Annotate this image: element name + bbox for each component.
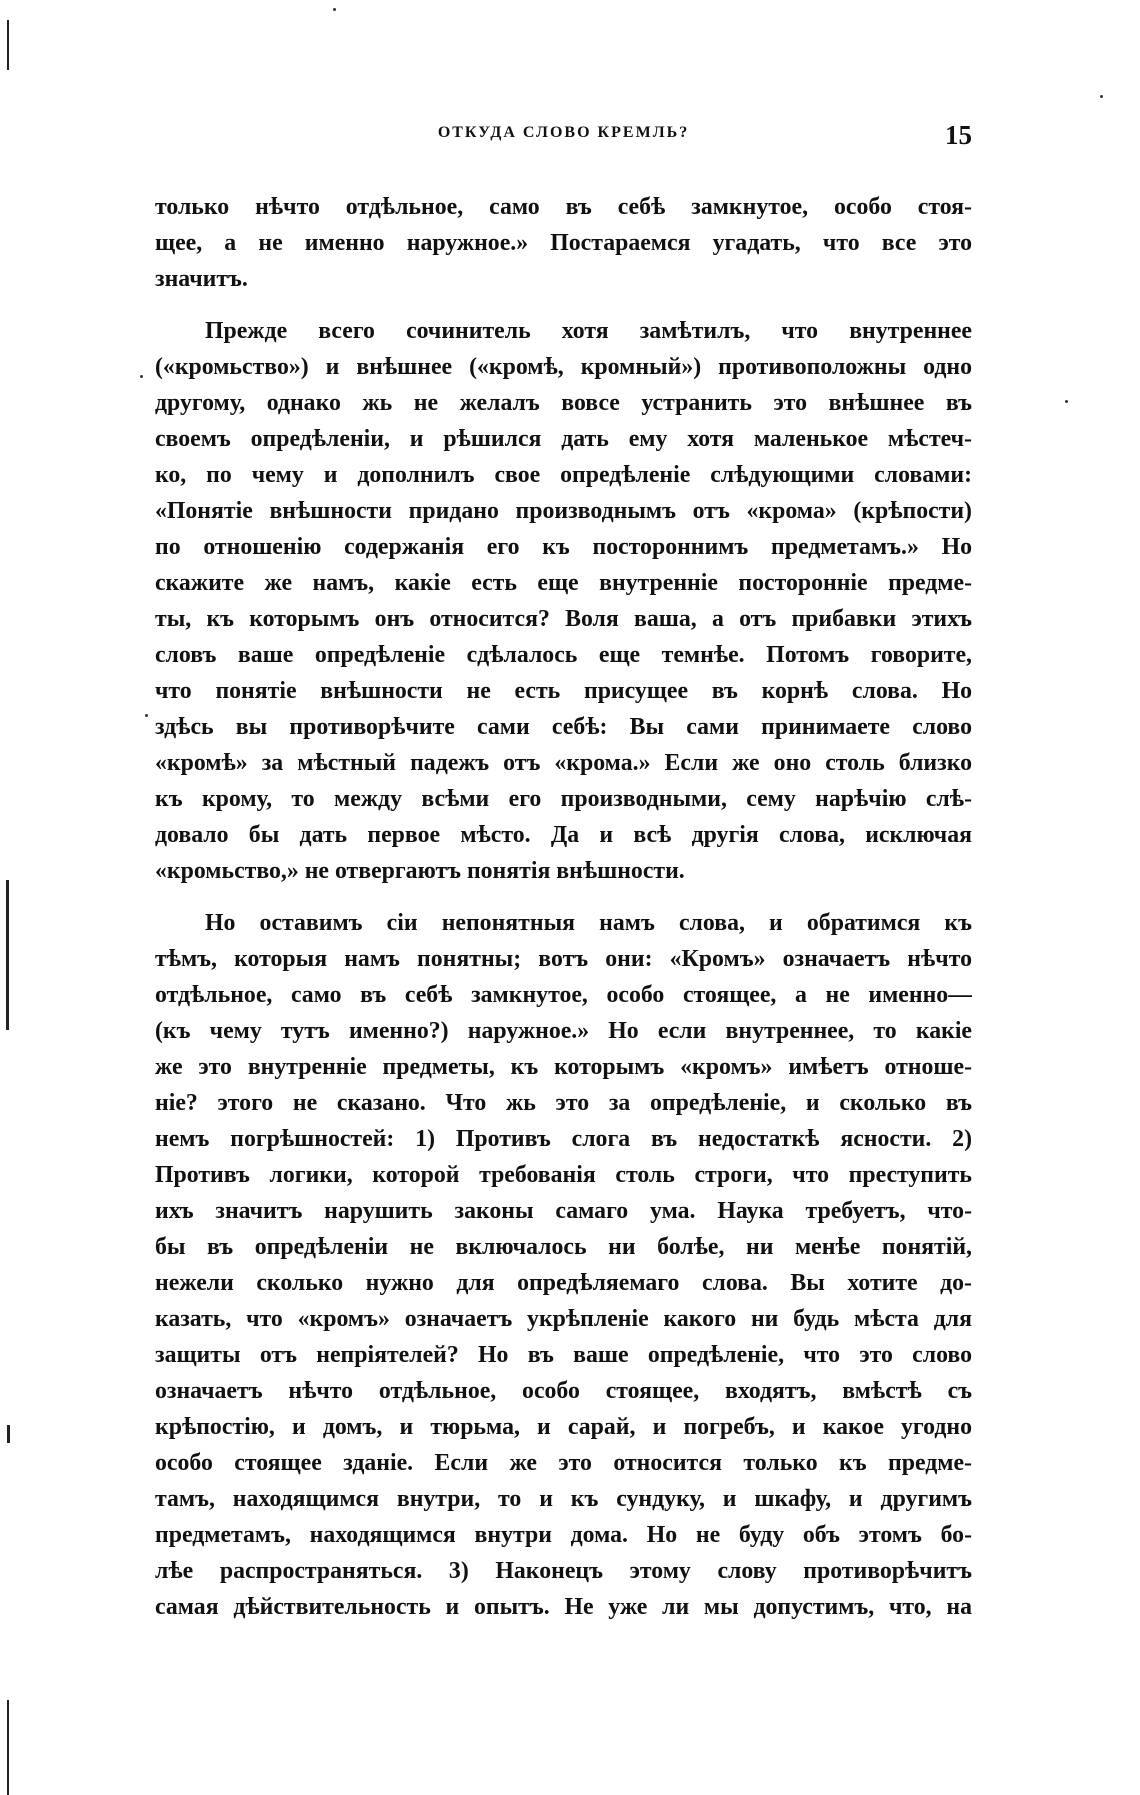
text-line: самая дѣйствительность и опытъ. Не уже ли мы допустимъ, что, на [155, 1594, 972, 1620]
scan-dot [333, 8, 336, 11]
text-line: Но оставимъ сіи непонятныя намъ слова, и обратимся къ [205, 910, 972, 936]
text-line: защиты отъ непріятелей? Но въ ваше опредѣленіе, что это слово [155, 1342, 972, 1368]
text-line: скажите же намъ, какіе есть еще внутренніе посторонніе предме- [155, 570, 972, 596]
text-line: только нѣчто отдѣльное, само въ себѣ замкнутое, особо стоя- [155, 194, 972, 220]
paragraph [155, 313, 972, 889]
text-line: крѣпостію, и домъ, и тюрьма, и сарай, и погребъ, и какое угодно [155, 1414, 972, 1440]
scan-margin-line-bottom [7, 1700, 9, 1795]
paragraph-gap [155, 297, 972, 313]
text-line: что понятіе внѣшности не есть присущее въ корнѣ слова. Но [155, 678, 972, 704]
text-line: предметамъ, находящимся внутри дома. Но не буду объ этомъ бо- [155, 1522, 972, 1548]
body-text [155, 189, 972, 1625]
text-line: Противъ логики, которой требованія столь строги, что преступить [155, 1162, 972, 1188]
text-line: Прежде всего сочинитель хотя замѣтилъ, что внутреннее [205, 318, 972, 344]
paragraph-gap [155, 889, 972, 905]
text-line: (къ чему тутъ именно?) наружное.» Но если внутреннее, то какіе [155, 1018, 972, 1044]
text-line: тѣмъ, которыя намъ понятны; вотъ они: «Кромъ» означаетъ нѣчто [155, 946, 972, 972]
text-line: «кромѣ» за мѣстный падежъ отъ «крома.» Если же оно столь близко [155, 750, 972, 776]
text-line: значитъ. [155, 266, 248, 292]
running-head [155, 120, 972, 156]
text-line: довало бы дать первое мѣсто. Да и всѣ другія слова, исключая [155, 822, 972, 848]
text-line: щее, а не именно наружное.» Постараемся угадать, что все это [155, 230, 972, 256]
text-line: ихъ значитъ нарушить законы самаго ума. Наука требуетъ, что- [155, 1198, 972, 1224]
text-line: «Понятіе внѣшности придано производнымъ отъ «крома» (крѣпости) [155, 498, 972, 524]
paragraph [155, 189, 972, 297]
scan-dot [1065, 400, 1068, 403]
text-line: тамъ, находящимся внутри, то и къ сундуку, и шкафу, и другимъ [155, 1486, 972, 1512]
scan-dot [145, 714, 148, 717]
text-line: своемъ опредѣленіи, и рѣшился дать ему хотя маленькое мѣстеч- [155, 426, 972, 452]
text-line: ты, къ которымъ онъ относится? Воля ваша, а отъ прибавки этихъ [155, 606, 972, 632]
text-line: ко, по чему и дополнилъ свое опредѣленіе слѣдующими словами: [155, 462, 972, 488]
text-line: другому, однако жь не желалъ вовсе устранить это внѣшнее въ [155, 390, 972, 416]
scan-margin-line-top [7, 20, 9, 70]
scan-margin-line-middle [6, 880, 9, 1030]
paragraph [155, 905, 972, 1625]
text-line: ніе? этого не сказано. Что жь это за опредѣленіе, и сколько въ [155, 1090, 972, 1116]
text-line: бы въ опредѣленіи не включалось ни болѣе, ни менѣе понятій, [155, 1234, 972, 1260]
text-line: лѣе распространяться. 3) Наконецъ этому слову противорѣчитъ [155, 1558, 972, 1584]
scan-dot [140, 375, 143, 378]
running-title: ОТКУДА СЛОВО КРЕМЛЬ? [437, 124, 690, 141]
text-line: нежели сколько нужно для опредѣляемаго слова. Вы хотите до- [155, 1270, 972, 1296]
text-line: словъ ваше опредѣленіе сдѣлалось еще темнѣе. Потомъ говорите, [155, 642, 972, 668]
text-line: же это внутренніе предметы, къ которымъ «кромъ» имѣетъ отноше- [155, 1054, 972, 1080]
text-line: по отношенію содержанія его къ постороннимъ предметамъ.» Но [155, 534, 972, 560]
text-line: немъ погрѣшностей: 1) Противъ слога въ недостаткѣ ясности. 2) [155, 1126, 972, 1152]
text-line: «кромьство,» не отвергаютъ понятія внѣшности. [155, 858, 685, 884]
scan-margin-mark-small [7, 1425, 10, 1443]
text-line: отдѣльное, само въ себѣ замкнутое, особо стоящее, а не именно— [155, 982, 972, 1008]
text-line: («кромьство») и внѣшнее («кромѣ, кромный») противоположны одно [155, 354, 972, 380]
text-line: особо стоящее зданіе. Если же это относится только къ предме- [155, 1450, 972, 1476]
page-number: 15 [945, 120, 972, 150]
text-line: означаетъ нѣчто отдѣльное, особо стоящее, входятъ, вмѣстѣ съ [155, 1378, 972, 1404]
text-line: здѣсь вы противорѣчите сами себѣ: Вы сами принимаете слово [155, 714, 972, 740]
scan-dot [1100, 95, 1103, 98]
text-line: къ крому, то между всѣми его производными, сему нарѣчію слѣ- [155, 786, 972, 812]
text-line: казать, что «кромъ» означаетъ укрѣпленіе какого ни будь мѣста для [155, 1306, 972, 1332]
